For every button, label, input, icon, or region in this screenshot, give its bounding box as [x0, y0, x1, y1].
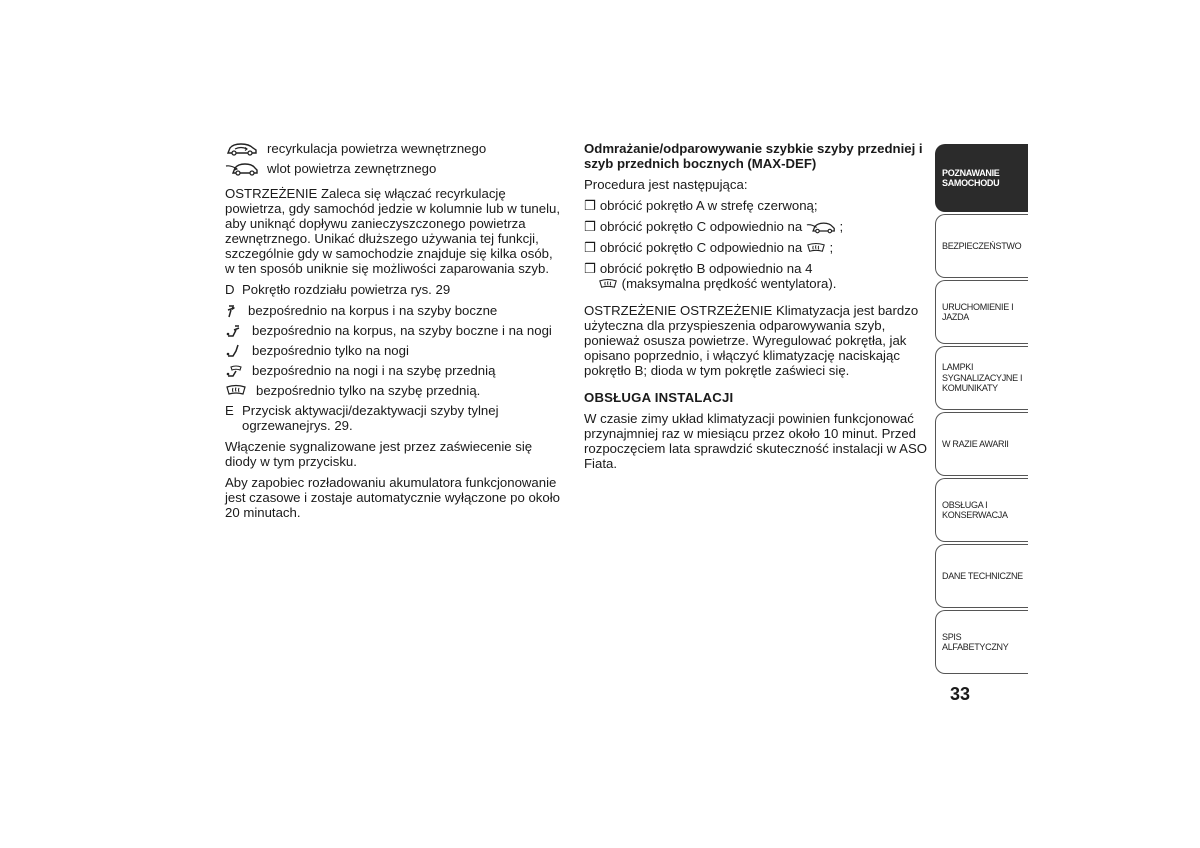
- outside-air-text: wlot powietrza zewnętrznego: [267, 161, 437, 176]
- procedure-intro: Procedura jest następująca:: [584, 177, 748, 192]
- procedure-step: [584, 198, 929, 213]
- step-text: [600, 219, 843, 234]
- button-e-line: [225, 403, 565, 433]
- distribution-text: bezpośrednio na korpus, na szyby boczne i na nogi: [252, 323, 552, 338]
- button-e-label: E: [225, 403, 234, 418]
- car-outside-air-icon: [225, 162, 259, 176]
- knob-d-line: [225, 282, 565, 297]
- distribution-item: [225, 303, 565, 318]
- windscreen-defrost-icon: [806, 242, 826, 255]
- checkbox-icon: ❒: [584, 219, 596, 234]
- step-text: obrócić pokrętło B odpowiednio na 4: [599, 261, 813, 277]
- maintenance-heading: OBSŁUGA INSTALACJI: [584, 390, 734, 406]
- step-text: obrócić pokrętło A w strefę czerwoną;: [599, 198, 818, 213]
- distribution-text: bezpośrednio tylko na szybę przednią.: [256, 383, 481, 398]
- procedure-step: [584, 219, 929, 234]
- vent-body-feet-icon: [225, 324, 243, 338]
- tab-obsluga-i-konserwacja[interactable]: OBSŁUGA I KONSERWACJA: [935, 478, 1028, 542]
- fan-speed-text: (maksymalna prędkość wentylatora).: [621, 276, 837, 292]
- battery-paragraph: Aby zapobiec rozładowaniu akumulatora funkcjonowanie jest czasowe i zostaje automatycznie wyłączone po około 20 minutach.: [225, 475, 560, 520]
- distribution-item: [225, 343, 565, 358]
- recirculation-line: [225, 141, 565, 156]
- tab-uruchomienie-i-jazda[interactable]: URUCHOMIENIE I JAZDA: [935, 280, 1028, 344]
- ac-warning: OSTRZEŻENIE OSTRZEŻENIE Klimatyzacja jest bardzo użyteczna dla przyspieszenia odparowywania szyb, ponieważ osusza powietrze. Wyregulować pokrętła, jak opisano poprzednio, i włączyć klimatyzację naciskając pokrętło B; dioda w tym pokrętle zaświeci się.: [584, 303, 919, 379]
- tab-w-razie-awarii[interactable]: W RAZIE AWARII: [935, 412, 1028, 476]
- tab-spis-alfabetyczny[interactable]: SPIS ALFABETYCZNY: [935, 610, 1028, 674]
- procedure-step: [584, 261, 929, 276]
- tab-bezpieczenstwo[interactable]: BEZPIECZEŃSTWO: [935, 214, 1028, 278]
- knob-d-text: Pokrętło rozdziału powietrza rys. 29: [242, 282, 451, 297]
- button-e-text: Przycisk aktywacji/dezaktywacji szyby tylnej ogrzewanejrys. 29.: [242, 403, 499, 433]
- max-def-heading: Odmrażanie/odparowywanie szybkie szyby przedniej i szyb przednich bocznych (MAX-DEF): [584, 141, 923, 171]
- maintenance-text: W czasie zimy układ klimatyzacji powinien funkcjonować przynajmniej raz w miesiącu przez około 10 minut. Przed rozpoczęciem lata sprawdzić skuteczność instalacji w ASO Fiata.: [584, 411, 928, 472]
- distribution-item: [225, 363, 565, 378]
- page-number: 33: [950, 684, 971, 704]
- distribution-text: bezpośrednio na korpus i na szyby boczne: [248, 303, 498, 318]
- windscreen-defrost-icon: [225, 384, 247, 398]
- distribution-item: [225, 323, 565, 338]
- car-outside-air-icon: [806, 221, 836, 234]
- checkbox-icon: ❒: [584, 198, 596, 213]
- step-text-prefix: obrócić pokrętło C odpowiednio na: [599, 240, 803, 256]
- distribution-text: bezpośrednio tylko na nogi: [252, 343, 409, 358]
- car-recirculation-icon: [225, 142, 259, 156]
- procedure-step: [584, 240, 929, 255]
- procedure-step-continued: [584, 276, 929, 291]
- knob-d-label: D: [225, 282, 235, 297]
- tab-poznawanie-samochodu[interactable]: POZNAWANIE SAMOCHODU: [935, 144, 1028, 212]
- chapter-tabs: [935, 144, 1028, 676]
- step-text: [600, 240, 833, 255]
- distribution-item: [225, 383, 565, 398]
- step-text-suffix: ;: [839, 219, 844, 234]
- recirculation-text: recyrkulacja powietrza wewnętrznego: [267, 141, 487, 156]
- windscreen-defrost-icon: [598, 278, 618, 291]
- step-text-prefix: obrócić pokrętło C odpowiednio na: [599, 219, 803, 234]
- step-text-suffix: ;: [829, 240, 834, 256]
- tab-dane-techniczne[interactable]: DANE TECHNICZNE: [935, 544, 1028, 608]
- vent-body-icon: [225, 304, 239, 318]
- vent-feet-windscreen-icon: [225, 364, 243, 378]
- checkbox-icon: ❒: [584, 240, 596, 256]
- distribution-text: bezpośrednio na nogi i na szybę przednią: [252, 363, 496, 378]
- checkbox-icon: ❒: [584, 261, 596, 277]
- indicator-paragraph: Włączenie sygnalizowane jest przez zaświecenie się diody w tym przycisku.: [225, 439, 533, 469]
- vent-feet-icon: [225, 344, 243, 358]
- recirculation-warning: OSTRZEŻENIE Zaleca się włączać recyrkulację powietrza, gdy samochód jedzie w kolumnie lub w tunelu, aby uniknąć dopływu zanieczyszczonego powietrza zewnętrznego. Unikać dłuższego używania tej funkcji, szczególnie gdy w samochodzie znajduje się kilka osób, w ten sposób uniknie się możliwości zaparowania szyb.: [225, 186, 560, 276]
- outside-air-line: [225, 161, 565, 176]
- tab-lampki-sygnalizacyjne[interactable]: LAMPKI SYGNALIZACYJNE I KOMUNIKATY: [935, 346, 1028, 410]
- left-column: [225, 141, 565, 526]
- right-column: [584, 141, 929, 477]
